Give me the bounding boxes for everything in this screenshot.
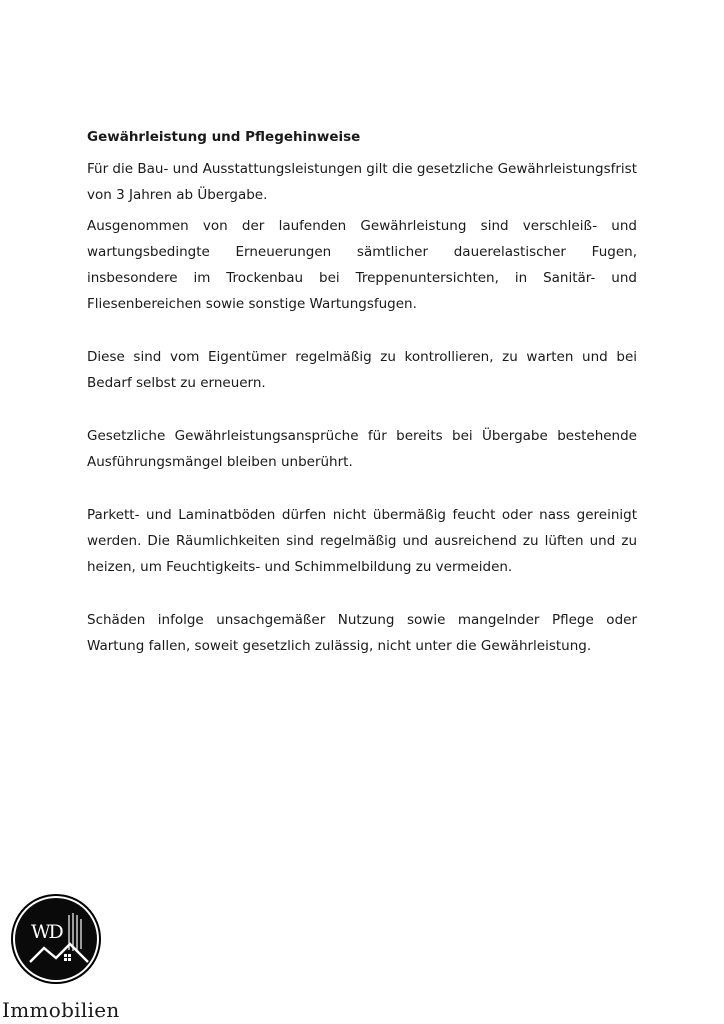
company-logo xyxy=(0,888,140,1024)
logo-monogram: WD xyxy=(31,921,62,943)
section-heading: Gewährleistung und Pflegehinweise xyxy=(87,129,361,145)
document-body xyxy=(87,128,637,659)
paragraph-existing-defects: Gesetzliche Gewährleistungsansprüche für bereits bei Übergabe bestehende Ausführungsmängel bleiben unberührt. xyxy=(87,428,637,470)
paragraph-exclusions: Ausgenommen von der laufenden Gewährleistung sind verschleiß- und wartungsbedingte Erneuerungen sämtlicher dauerelastischer Fugen, insbesondere im Trockenbau bei Treppenuntersichten, in Sanitär- und Fliesenbereichen sowie sonstige Wartungsfugen. xyxy=(87,218,637,312)
logo-name: Immobilien xyxy=(2,998,120,1022)
house-roof-icon xyxy=(11,894,101,984)
paragraph-owner-duties: Diese sind vom Eigentümer regelmäßig zu kontrollieren, zu warten und bei Bedarf selbst zu erneuern. xyxy=(87,349,637,391)
paragraph-damage-exclusion: Schäden infolge unsachgemäßer Nutzung sowie mangelnder Pflege oder Wartung fallen, soweit gesetzlich zulässig, nicht unter die Gewährleistung. xyxy=(87,612,637,654)
paragraph-care-instructions: Parkett- und Laminatböden dürfen nicht übermäßig feucht oder nass gereinigt werden. Die Räumlichkeiten sind regelmäßig und ausreichend zu lüften und zu heizen, um Feuchtigkeits- und Schimmelbildung zu vermeiden. xyxy=(87,507,637,575)
paragraph-warranty-period: Für die Bau- und Ausstattungsleistungen gilt die gesetzliche Gewährleistungsfrist von 3 Jahren ab Übergabe. xyxy=(87,161,637,203)
